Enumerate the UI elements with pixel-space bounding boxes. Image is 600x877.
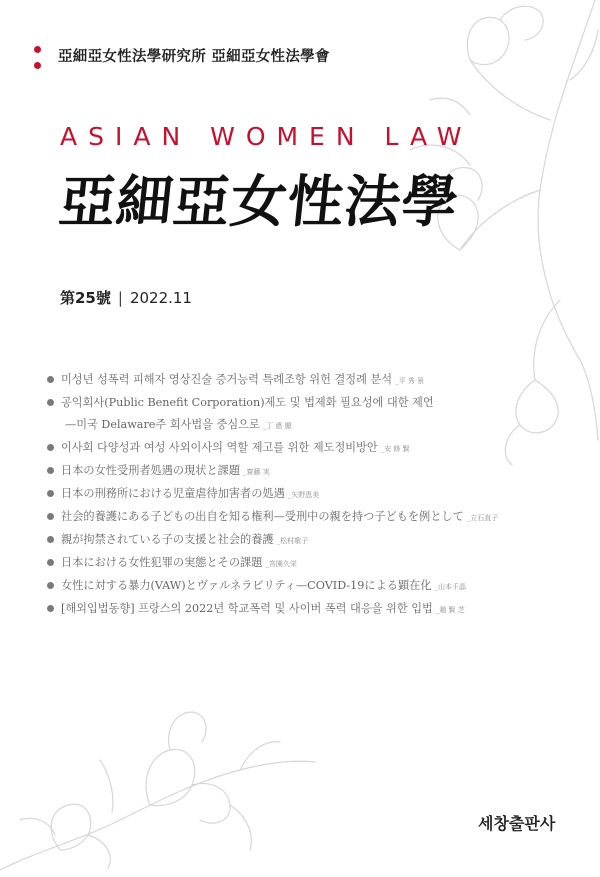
publisher-brand: 세창출판사 [478, 814, 556, 833]
toc-author: _立石直子 [466, 513, 499, 522]
toc-title: 社会的養護にある子どもの出自を知る権利—受刑中の親を持つ子どもを例として [61, 509, 464, 523]
bullet-dot-icon [47, 399, 54, 406]
toc-title: 女性に対する暴力(VAW)とヴァルネラビリティ—COVID-19による顕在化 [61, 579, 432, 593]
toc-item [47, 556, 567, 571]
issue-date: 2022.11 [129, 289, 192, 307]
issue-info [60, 287, 192, 308]
toc-title: 日本の刑務所における児童虐待加害者の処遇 [61, 486, 285, 500]
red-dot-icon [34, 62, 41, 69]
english-title: ASIAN WOMEN LAW [60, 122, 473, 151]
bullet-dot-icon [47, 536, 54, 543]
toc-author: _松村歌子 [276, 536, 309, 545]
toc-title: 공익회사(Public Benefit Corporation)제도 및 법제화 필요성에 대한 제언 [61, 396, 434, 410]
toc-author: _山本千晶 [434, 583, 467, 592]
bullet-dot-icon [47, 513, 54, 520]
toc-title: 親が拘禁されている子の支援と社会的養護 [61, 532, 274, 546]
bullet-dot-icon [47, 444, 54, 451]
toc-author: _齋藤 実 [243, 467, 270, 476]
toc-item [47, 441, 567, 456]
toc-author: _安 修 賢 [380, 444, 410, 453]
bullet-dot-icon [47, 582, 54, 589]
toc-title-continuation: —미국 Delaware주 회사법을 중심으로 [65, 417, 260, 431]
toc-item [47, 396, 567, 432]
toc-item [47, 510, 567, 525]
toc-author: _矢野恵美 [287, 490, 320, 499]
toc-title: 이사회 다양성과 여성 사외이사의 역할 제고를 위한 제도정비방안 [61, 440, 378, 454]
issue-number: 第25號 [60, 289, 111, 307]
toc-author: _趙 賢 芝 [435, 606, 465, 615]
toc-title: [해외입법동향] 프랑스의 2022년 학교폭력 및 사이버 폭력 대응을 위한 입법 [61, 602, 433, 616]
main-title: 亞細亞女性法學 [56, 169, 463, 235]
toc-item [47, 464, 567, 479]
floral-line-art-icon [0, 700, 320, 877]
bullet-dot-icon [47, 467, 54, 474]
toc-item [47, 373, 567, 388]
toc-author: _宮園久栄 [265, 560, 297, 568]
bullet-dot-icon [47, 605, 54, 612]
bullet-dot-icon [47, 490, 54, 497]
toc-title: 미성년 성폭력 피해자 영상진술 증거능력 특례조항 위헌 결정례 분석 [61, 373, 393, 386]
toc-item [47, 533, 567, 548]
table-of-contents [47, 373, 567, 625]
bullet-dot-icon [47, 559, 54, 566]
toc-item [47, 579, 567, 594]
toc-author: _丁 悳 顯 [262, 421, 292, 430]
publisher-names: 亞細亞女性法學研究所 亞細亞女性法學會 [58, 49, 330, 65]
toc-item [47, 487, 567, 502]
issue-separator: | [117, 289, 123, 307]
red-dot-icon [34, 46, 41, 53]
bullet-dot-icon [47, 376, 54, 383]
toc-author: _平 秀 景 [395, 377, 425, 385]
toc-title: 日本における女性犯罪の実態とその課題 [61, 556, 263, 569]
toc-item [47, 602, 567, 617]
toc-title: 日本の女性受刑者処遇の現状と課題 [61, 463, 241, 477]
